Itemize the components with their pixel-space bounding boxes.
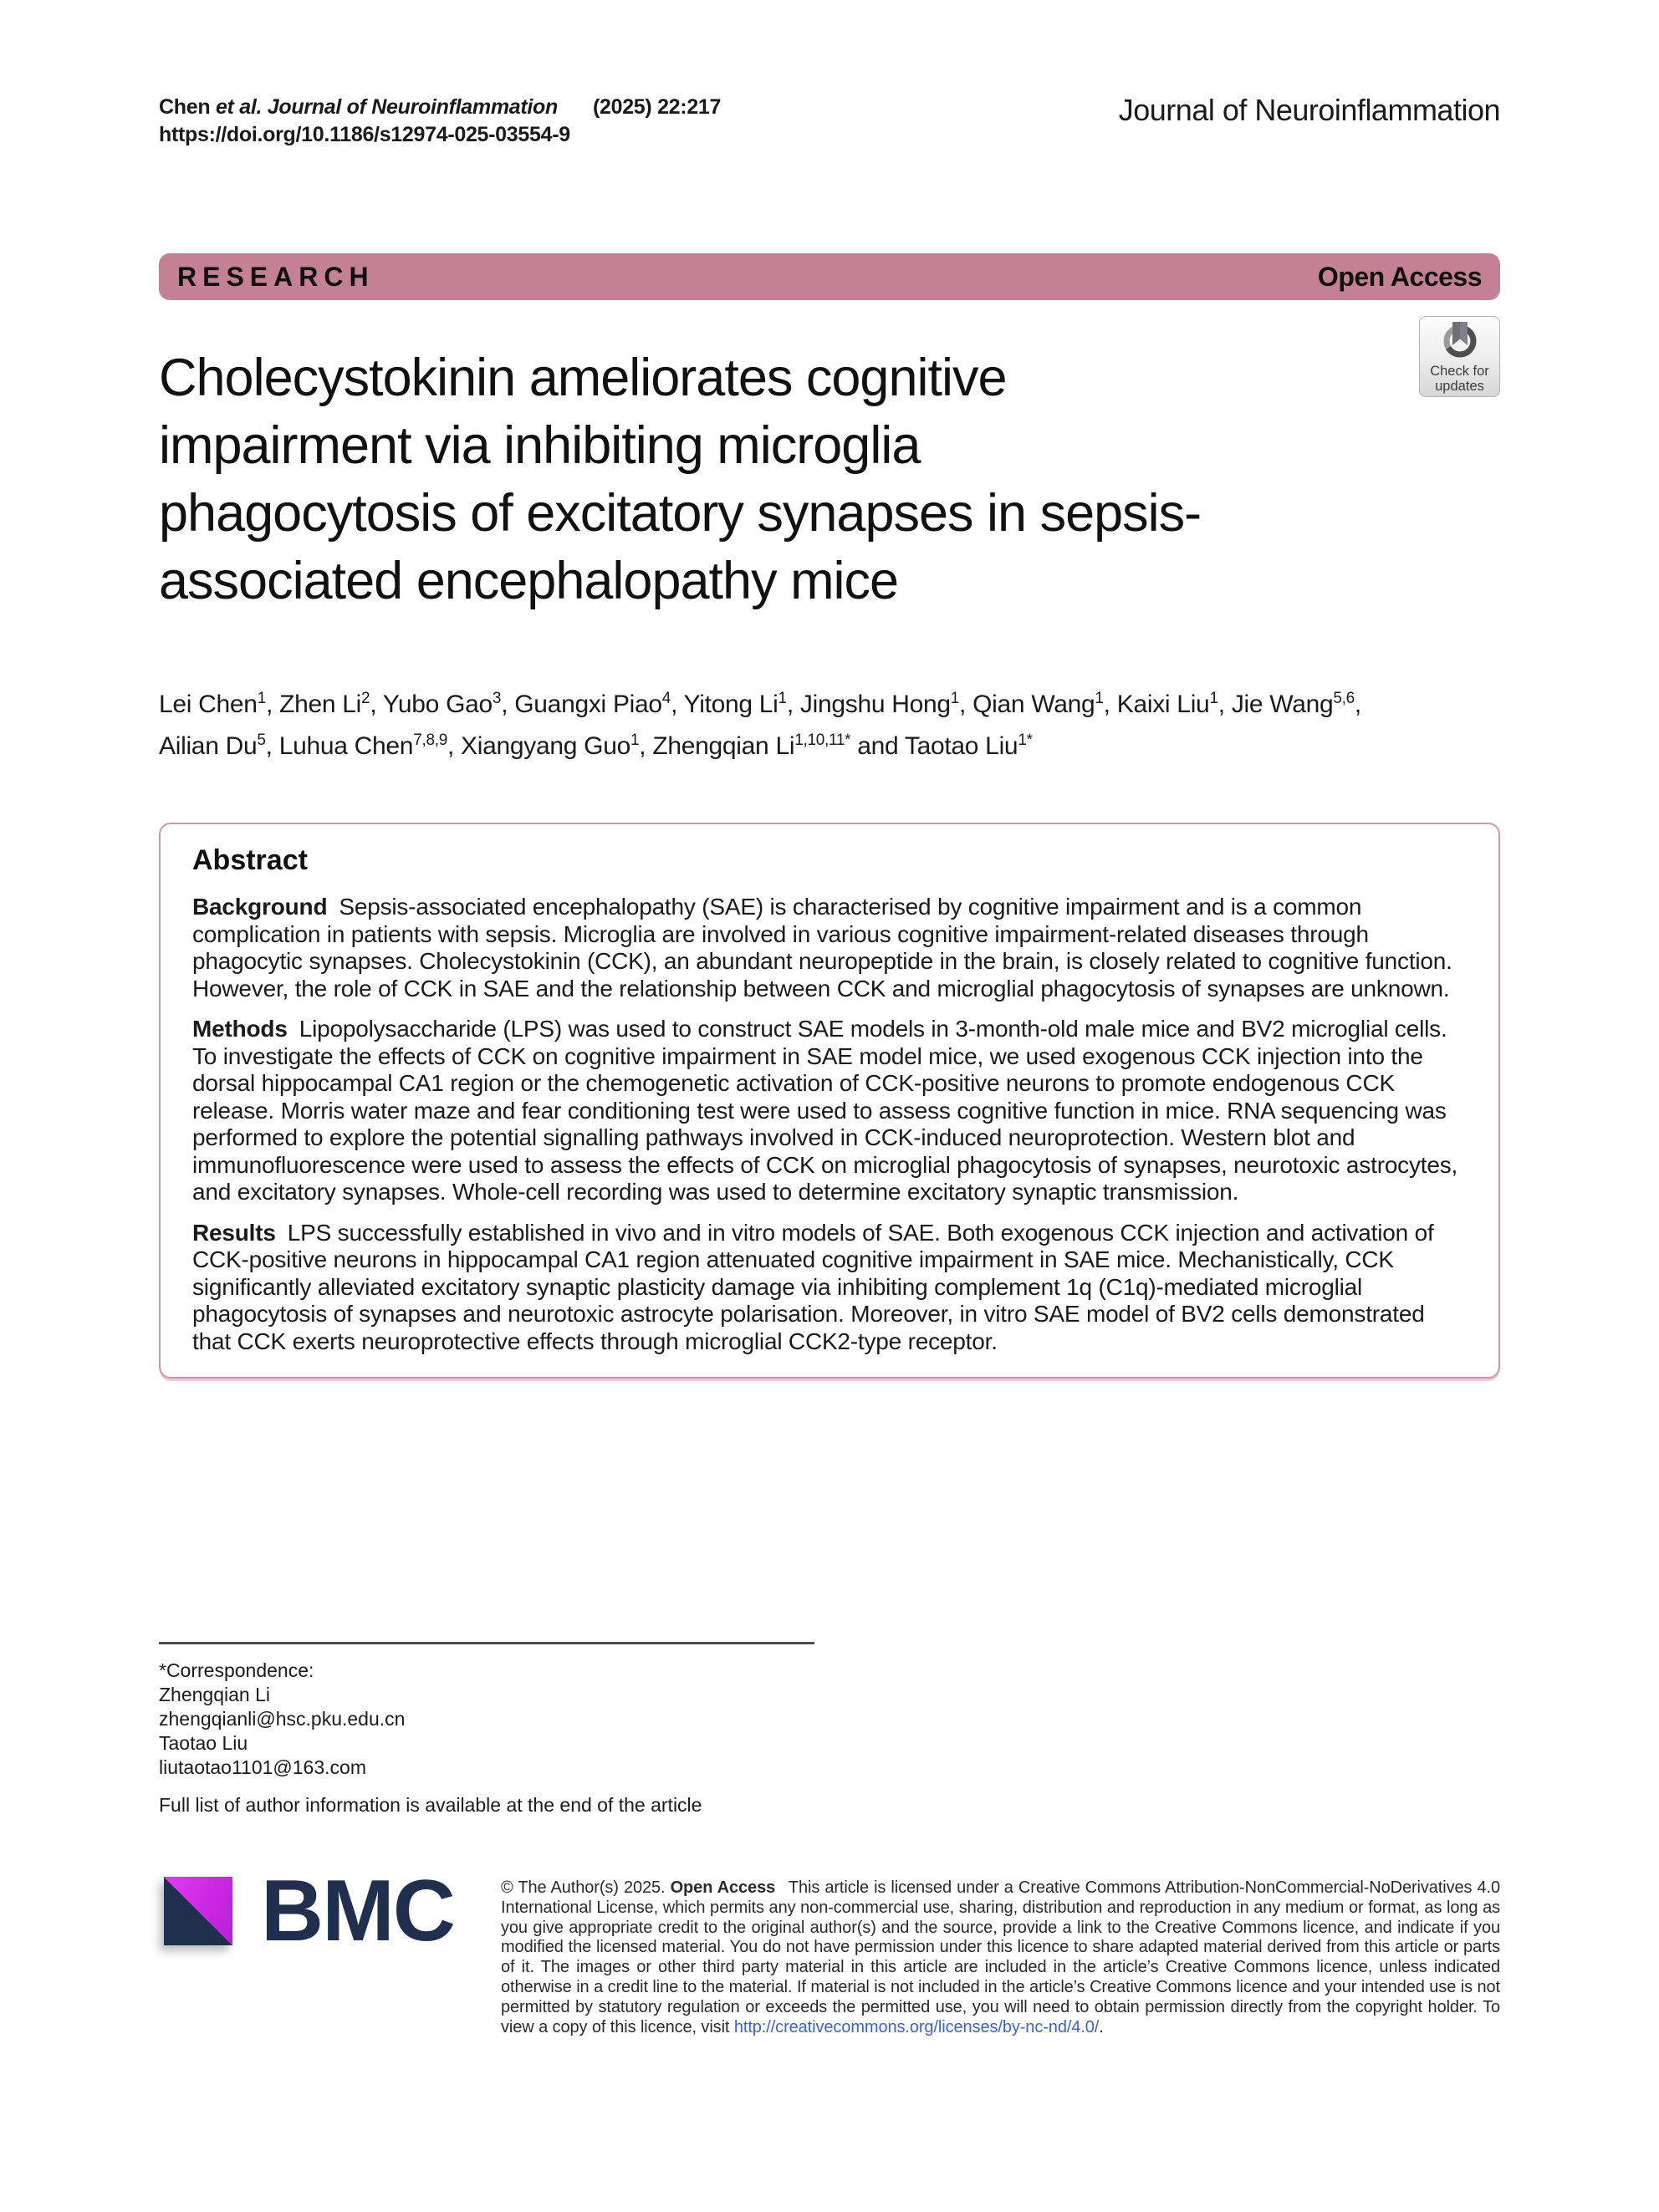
abstract-section: Methods Lipopolysaccharide (LPS) was used to construct SAE models in 3-month-old male mice and BV2 microglial cells. To investigate the effects of CCK on cognitive impairment in SAE model mice, we used exogenous CCK injection into the dorsal hippocampal CA1 region or the chemogenetic activation of CCK-positive neurons to promote endogenous CCK release. Morris water maze and fear conditioning test were used to assess cognitive function in mice. RNA sequencing was performed to explore the potential signalling pathways involved in CCK-induced neuroprotection. Western blot and immunofluorescence were used to assess the effects of CCK on microglial phagocytosis of synapses, neurotoxic astrocytes, and excitatory synapses. Whole-cell recording was used to determine excitatory synaptic transmission. [192,1016,1458,1205]
citation-journal: Journal of Neuroinflammation [267,95,558,119]
open-access-label: Open Access [1317,261,1482,292]
abstract-section-label: Background [192,894,328,920]
abstract-section-label: Methods [192,1016,288,1042]
citation-block [159,94,721,149]
citation-author: Chen [159,95,216,119]
abstract-section: Background Sepsis-associated encephalopathy (SAE) is characterised by cognitive impairment and is a common complication in patients with sepsis. Microglia are involved in various cognitive impairment-related diseases through phagocytic synapses. Cholecystokinin (CCK), an abundant neuropeptide in the brain, is closely related to cognitive function. However, the role of CCK in SAE and the relationship between CCK and microglial phagocytosis of synapses are unknown. [192,894,1452,1002]
bmc-logo-mark [164,1877,232,1945]
title-line: Cholecystokinin ameliorates cognitive [159,349,1007,407]
article-type-label: RESEARCH [177,261,375,292]
correspondence-entry: Zhengqian Li [159,1684,270,1705]
citation-line [159,94,721,121]
citation-etal: et al. [215,95,268,119]
license-text [501,1878,1500,2037]
author-line: Lei Chen$^1$, Zhen Li$^2$, Yubo Gao$^3$, Guangxi Piao$^4$, Yitong Li$^1$, Jingshu Hong$^1$, Qian Wang$^1$, Kaixi Liu$^1$, Jie Wang$^{5,6}$, [159,690,1361,718]
doi-line: https://doi.org/10.1186/s12974-025-03554-9 [159,123,570,146]
correspondence-divider [159,1642,814,1644]
badge-text: Check for updates [1430,364,1489,394]
license-suffix: . [1099,2017,1104,2036]
abstract-heading: Abstract [192,844,308,876]
title-line: phagocytosis of excitatory synapses in sepsis- [159,484,1202,543]
bmc-logo [164,1863,454,1960]
title-line: impairment via inhibiting microglia [159,416,921,475]
license-body: This article is licensed under a Creative Commons Attribution-NonCommercial-NoDerivatives 4.0 International License, which permits any non-commercial use, sharing, distribution and reproduction in any medium or format, as long as you give appropriate credit to the original author(s) and the source, provide a link to the Creative Commons licence, and indicate if you modified the licensed material. You do not have permission under this licence to share adapted material derived from this article or parts of it. The images or other third party material in this article are included in the article’s Creative Commons licence, unless indicated otherwise in a credit line to the material. If material is not included in the article’s Creative Commons licence and your intended use is not permitted by statutory regulation or exceeds the permitted use, you will need to obtain permission directly from the copyright holder. To view a copy of this licence, visit [501,1878,1501,2036]
abstract-section: Results LPS successfully established in vivo and in vitro models of SAE. Both exogenous CCK injection and activation of CCK-positive neurons in hippocampal CA1 region attenuated cognitive impairment in SAE mice. Mechanistically, CCK significantly alleviated excitatory synaptic plasticity damage via inhibiting complement 1q (C1q)-mediated microglial phagocytosis of synapses and neurotoxic astrocyte polarisation. Moreover, in vitro SAE model of BV2 cells demonstrated that CCK exerts neuroprotective effects through microglial CCK2-type receptor. [192,1219,1434,1354]
correspondence-entry: liutaotao1101@163.com [159,1756,366,1778]
abstract-sections [192,894,1467,1355]
author-line: Ailian Du$^5$, Luhua Chen$^{7,8,9}$, Xiangyang Guo$^1$, Zhengqian $Li^{1,10,11*}$ and Taotao Liu$^{1*}$ [159,731,1033,760]
research-banner [159,253,1500,300]
correspondence-entry: zhengqianli@hsc.pku.edu.cn [159,1708,406,1730]
correspondence-block [159,1659,911,1780]
article-title [159,344,1463,615]
license-copyright: © The Author(s) 2025. [501,1878,671,1897]
citation-volume: (2025) 22:217 [592,95,722,119]
author-info-footnote: Full list of author information is available at the end of the article [159,1794,702,1816]
abstract-section-label: Results [192,1219,276,1246]
bmc-logo-text: BMC [261,1863,454,1960]
correspondence-entry: Taotao Liu [159,1732,248,1754]
license-open-access: Open Access [670,1878,776,1897]
title-line: associated encephalopathy mice [159,552,899,610]
license-link[interactable]: http://creativecommons.org/licenses/by-nc-nd/4.0/ [733,2017,1100,2036]
page-header [159,94,1500,149]
abstract-box [159,823,1500,1379]
correspondence-entries [159,1683,911,1780]
author-list [159,684,1500,767]
correspondence-label: *Correspondence: [159,1659,314,1681]
journal-name: Journal of Neuroinflammation [1118,93,1500,127]
